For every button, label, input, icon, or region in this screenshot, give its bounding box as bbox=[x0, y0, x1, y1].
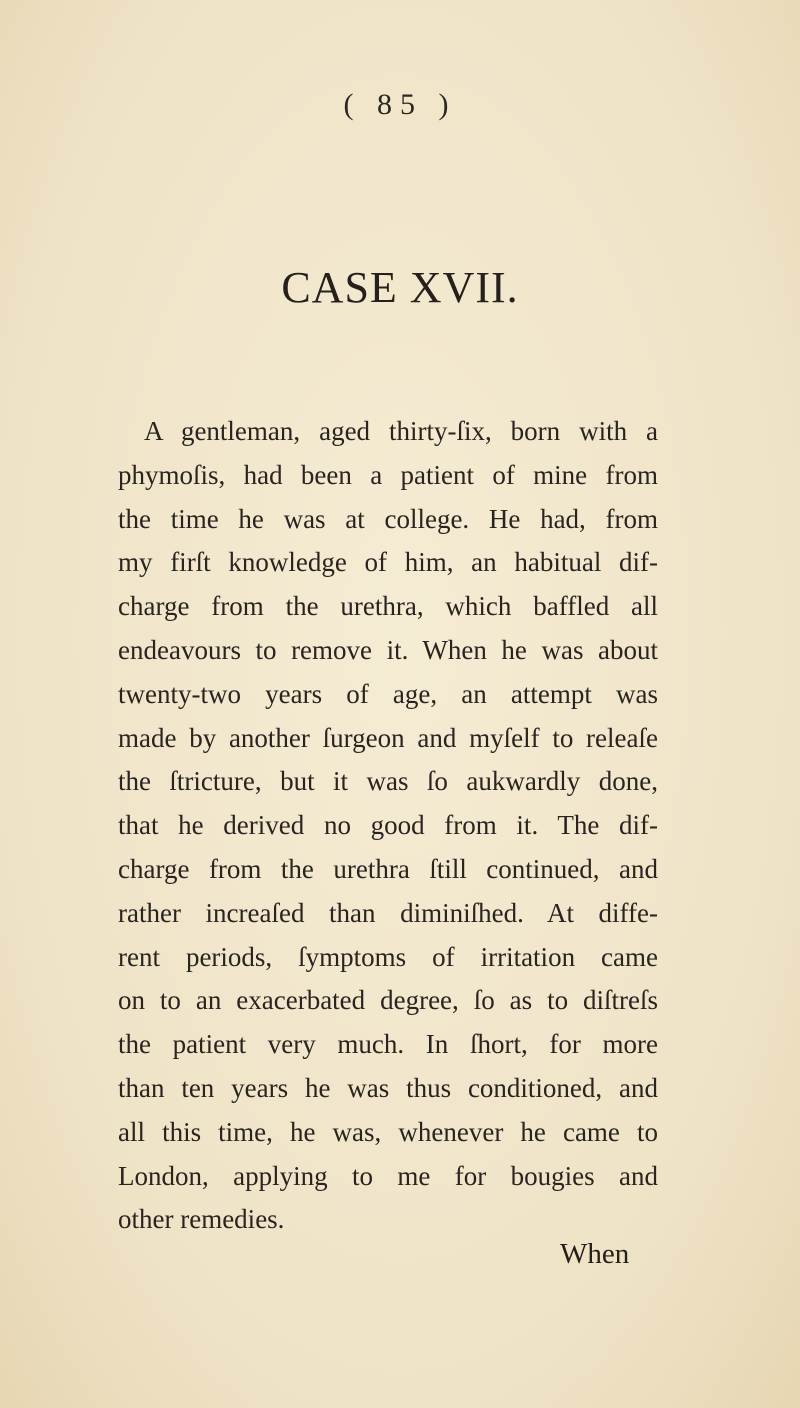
text-line: that he derived no good from it. The dif- bbox=[118, 810, 658, 841]
text-line: charge from the urethra ſtill continued, and bbox=[118, 853, 658, 884]
text-line: phymoſis, had been a patient of mine from bbox=[118, 459, 658, 490]
text-line: twenty-two years of age, an attempt was bbox=[118, 678, 658, 709]
text-line: other remedies. bbox=[118, 1204, 285, 1235]
text-line: the ſtricture, but it was ſo aukwardly done, bbox=[118, 766, 658, 797]
text-line: the patient very much. In ſhort, for more bbox=[118, 1029, 658, 1060]
text-line: charge from the urethra, which baffled all bbox=[118, 591, 658, 622]
text-line: the time he was at college. He had, from bbox=[118, 503, 658, 534]
text-line: than ten years he was thus conditioned, and bbox=[118, 1072, 658, 1103]
text-line: all this time, he was, whenever he came to bbox=[118, 1116, 658, 1147]
text-line: London, applying to me for bougies and bbox=[118, 1160, 658, 1191]
text-line: on to an exacerbated degree, ſo as to diſtreſs bbox=[118, 985, 658, 1016]
text-line: made by another ſurgeon and myſelf to releaſe bbox=[118, 722, 658, 753]
body-paragraph bbox=[118, 410, 658, 1242]
text-line: rather increaſed than diminiſhed. At diffe- bbox=[118, 897, 658, 928]
text-line: my firſt knowledge of him, an habitual dif- bbox=[118, 547, 658, 578]
catchword: When bbox=[560, 1238, 630, 1270]
case-title: CASE XVII. bbox=[281, 263, 519, 312]
page-number: ( 85 ) bbox=[343, 88, 457, 121]
text-line: endeavours to remove it. When he was about bbox=[118, 634, 658, 665]
text-line: rent periods, ſymptoms of irritation came bbox=[118, 941, 658, 972]
text-line: A gentleman, aged thirty-ſix, born with a bbox=[144, 416, 658, 446]
